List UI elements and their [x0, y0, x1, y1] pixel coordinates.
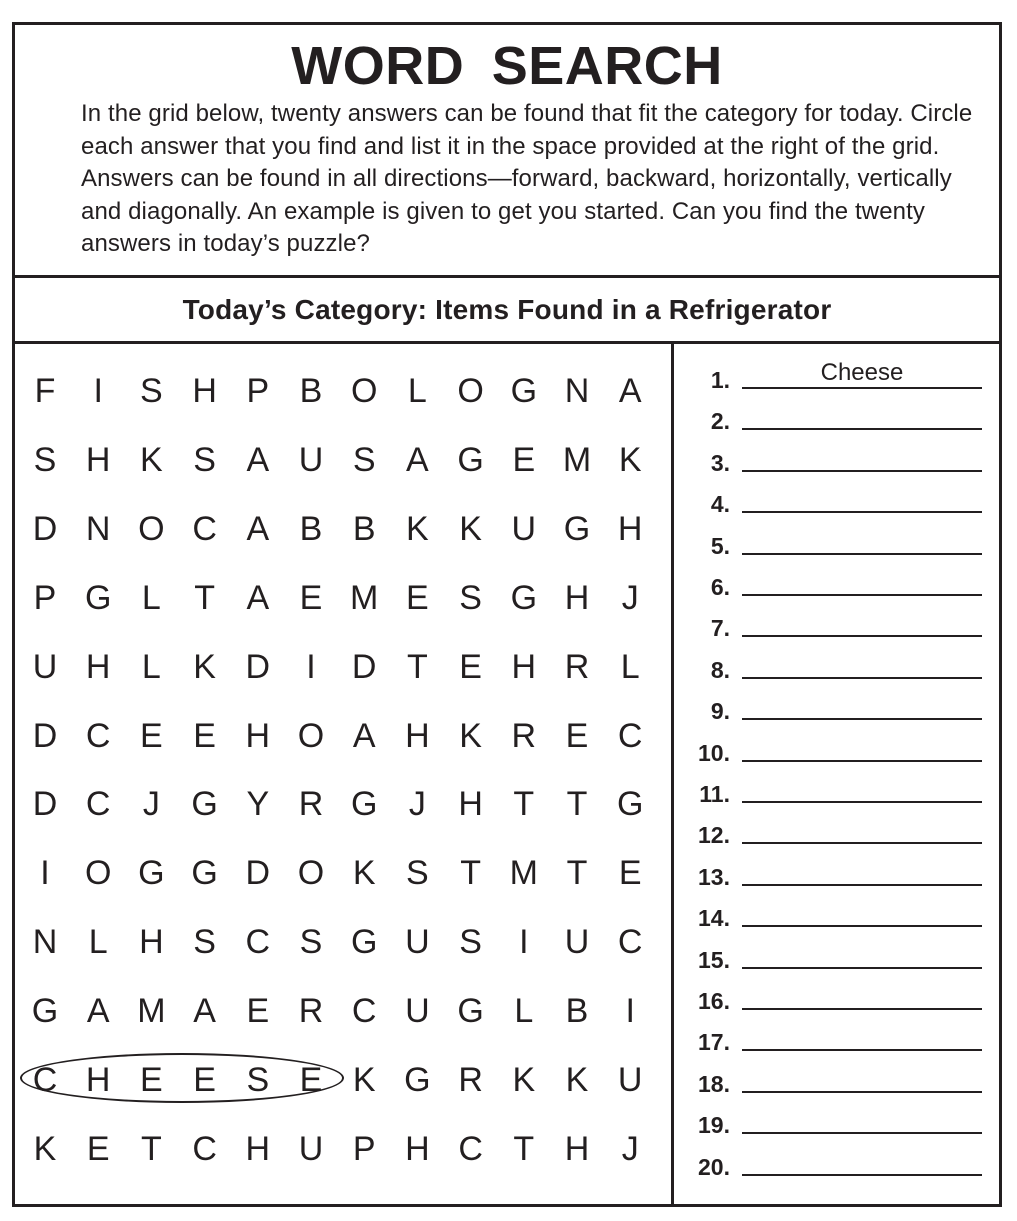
- grid-cell[interactable]: H: [564, 578, 590, 617]
- grid-cell[interactable]: E: [406, 578, 429, 617]
- answer-field[interactable]: [742, 775, 982, 803]
- answer-row: [690, 1102, 982, 1138]
- grid-cell[interactable]: I: [625, 992, 635, 1031]
- grid-cell[interactable]: H: [564, 1129, 590, 1168]
- puzzle-header: [15, 25, 999, 278]
- grid-cell[interactable]: H: [617, 509, 643, 548]
- answer-number: 10.: [698, 739, 730, 766]
- grid-cell[interactable]: U: [405, 992, 430, 1031]
- grid-cell[interactable]: E: [193, 716, 216, 755]
- grid-cell[interactable]: N: [85, 509, 111, 548]
- grid-cell[interactable]: M: [509, 854, 538, 893]
- grid-cell[interactable]: B: [299, 372, 323, 410]
- grid-cell[interactable]: U: [564, 923, 590, 962]
- grid-cell[interactable]: G: [457, 992, 484, 1031]
- grid-cell[interactable]: E: [193, 1061, 216, 1099]
- grid-cell[interactable]: T: [141, 1129, 162, 1168]
- answer-number: 8.: [710, 656, 730, 683]
- grid-cell[interactable]: T: [566, 854, 588, 893]
- answer-field[interactable]: [742, 1106, 982, 1134]
- answer-field[interactable]: [742, 1023, 982, 1051]
- grid-cell[interactable]: B: [352, 509, 376, 548]
- category-label: Today’s Category: Items Found in a Refrigerator: [182, 293, 832, 325]
- answer-row: [690, 1019, 982, 1055]
- grid-cell[interactable]: S: [246, 1061, 270, 1099]
- grid-cell[interactable]: T: [513, 785, 535, 824]
- answer-row: [690, 812, 982, 848]
- grid-cell[interactable]: E: [86, 1129, 110, 1168]
- grid-cell[interactable]: T: [194, 578, 215, 617]
- grid-cell[interactable]: H: [245, 716, 271, 755]
- answer-row: [690, 523, 982, 559]
- grid-cell[interactable]: K: [512, 1061, 536, 1099]
- grid-cell[interactable]: R: [511, 716, 537, 755]
- grid-cell[interactable]: S: [459, 578, 482, 617]
- grid-cell[interactable]: K: [140, 440, 163, 479]
- grid-cell[interactable]: C: [85, 716, 111, 755]
- answer-row: [690, 440, 982, 476]
- grid-cell[interactable]: D: [32, 716, 58, 755]
- grid-cell[interactable]: C: [351, 992, 377, 1031]
- grid-cell[interactable]: K: [352, 1061, 376, 1099]
- grid-cell[interactable]: J: [621, 578, 639, 617]
- grid-cell[interactable]: S: [193, 440, 216, 479]
- grid-cell[interactable]: G: [510, 372, 538, 410]
- answer-number: 11.: [699, 781, 730, 807]
- grid-cell[interactable]: S: [299, 923, 323, 962]
- answer-field[interactable]: [742, 402, 982, 430]
- grid-cell[interactable]: D: [32, 509, 58, 548]
- answer-number: 5.: [710, 532, 730, 559]
- answer-field[interactable]: [742, 651, 982, 679]
- answer-field[interactable]: [742, 1065, 982, 1093]
- answer-row: [690, 895, 982, 931]
- grid-cell[interactable]: K: [193, 647, 216, 686]
- grid-cell[interactable]: I: [306, 647, 316, 686]
- grid-cell[interactable]: O: [84, 854, 112, 893]
- grid-cell[interactable]: O: [350, 372, 378, 410]
- answer-row: [690, 1144, 982, 1180]
- grid-cell[interactable]: B: [565, 992, 589, 1031]
- answer-number: 3.: [710, 449, 730, 476]
- answer-row: [690, 647, 982, 683]
- answer-field[interactable]: [742, 816, 982, 844]
- puzzle-instructions: In the grid below, twenty answers can be found that fit the category for today. Circle each answer that you find and list it in the space provided at the right of the grid. Answers can be found in all directions—forward, backward, horizontally, vertically and diagonally. An example is given to get you started. Can you find the twenty answers in today’s puzzle?: [81, 100, 973, 257]
- answer-number: 13.: [698, 863, 730, 890]
- grid-cell[interactable]: L: [620, 647, 640, 686]
- grid-cell[interactable]: R: [298, 992, 324, 1031]
- grid-cell[interactable]: C: [32, 1061, 58, 1099]
- answer-field[interactable]: [742, 734, 982, 762]
- answer-field[interactable]: [742, 899, 982, 927]
- grid-cell[interactable]: U: [32, 647, 58, 686]
- grid-cell[interactable]: L: [141, 578, 161, 617]
- answer-field[interactable]: [742, 568, 982, 596]
- answer-number: 1.: [710, 367, 730, 393]
- grid-cell[interactable]: S: [352, 440, 376, 479]
- grid-cell[interactable]: U: [511, 509, 537, 548]
- grid-cell[interactable]: G: [457, 440, 484, 479]
- grid-cell[interactable]: R: [564, 647, 590, 686]
- grid-cell[interactable]: C: [192, 509, 217, 548]
- grid-cell[interactable]: R: [458, 1061, 483, 1099]
- grid-cell[interactable]: J: [408, 785, 426, 824]
- answer-number: 14.: [698, 905, 730, 932]
- grid-cell[interactable]: O: [457, 372, 484, 410]
- grid-cell[interactable]: K: [406, 509, 429, 548]
- grid-cell[interactable]: E: [459, 647, 482, 686]
- grid-cell[interactable]: L: [407, 372, 427, 410]
- grid-cell[interactable]: H: [458, 785, 483, 824]
- grid-cell[interactable]: O: [138, 509, 165, 548]
- grid-cell[interactable]: G: [350, 785, 378, 824]
- grid-cell[interactable]: T: [460, 854, 481, 893]
- grid-cell[interactable]: S: [406, 854, 429, 893]
- answer-row: [690, 605, 982, 641]
- grid-cell[interactable]: S: [459, 923, 482, 962]
- grid-cell[interactable]: H: [511, 647, 537, 686]
- grid-cell[interactable]: J: [142, 785, 160, 824]
- grid-cell[interactable]: O: [297, 854, 325, 893]
- grid-cell[interactable]: M: [137, 992, 166, 1031]
- grid-cell[interactable]: H: [405, 1129, 430, 1168]
- grid-cell[interactable]: H: [245, 1129, 271, 1168]
- answer-row: [690, 730, 982, 766]
- grid-cell[interactable]: D: [32, 785, 58, 824]
- grid-cell[interactable]: K: [618, 440, 642, 479]
- answer-number: 16.: [698, 988, 730, 1014]
- grid-cell[interactable]: H: [85, 440, 111, 479]
- answer-number: 2.: [710, 408, 730, 435]
- grid-answers-divider: [671, 344, 674, 1204]
- answer-row: [690, 854, 982, 890]
- answer-number: 7.: [710, 615, 730, 642]
- grid-cell[interactable]: E: [565, 716, 589, 755]
- grid-cell[interactable]: C: [458, 1129, 483, 1168]
- grid-cell[interactable]: U: [405, 923, 430, 962]
- answer-field[interactable]: [742, 609, 982, 637]
- grid-cell[interactable]: L: [514, 992, 534, 1031]
- grid-cell[interactable]: D: [245, 647, 271, 686]
- answer-row: [690, 937, 982, 973]
- grid-cell[interactable]: A: [618, 372, 642, 410]
- grid-cell[interactable]: G: [563, 509, 591, 548]
- grid-cell[interactable]: M: [562, 440, 592, 479]
- grid-cell[interactable]: U: [617, 1061, 643, 1099]
- grid-cell[interactable]: H: [192, 372, 217, 410]
- grid-cell[interactable]: G: [191, 854, 218, 893]
- grid-cell[interactable]: J: [621, 1129, 639, 1168]
- answer-number: 18.: [698, 1070, 730, 1097]
- grid-cell[interactable]: D: [351, 647, 377, 686]
- grid-cell[interactable]: H: [139, 923, 164, 962]
- grid-cell[interactable]: P: [33, 578, 57, 617]
- grid-cell[interactable]: A: [86, 992, 110, 1031]
- answer-field[interactable]: [742, 527, 982, 555]
- grid-cell[interactable]: M: [350, 578, 379, 617]
- grid-cell[interactable]: K: [33, 1129, 57, 1168]
- grid-cell[interactable]: K: [352, 854, 376, 893]
- answer-row: [690, 357, 982, 393]
- answer-number: 9.: [710, 698, 730, 725]
- grid-cell[interactable]: K: [459, 716, 482, 755]
- answer-number: 15.: [698, 946, 730, 973]
- grid-cell[interactable]: O: [297, 716, 325, 755]
- answer-field[interactable]: [742, 485, 982, 513]
- grid-cell[interactable]: H: [405, 716, 430, 755]
- grid-cell[interactable]: K: [565, 1061, 589, 1099]
- answer-number: 4.: [710, 491, 730, 518]
- answer-field[interactable]: [742, 361, 982, 389]
- category-banner: [15, 278, 999, 344]
- answer-field[interactable]: [742, 444, 982, 472]
- grid-cell[interactable]: C: [617, 716, 643, 755]
- answer-number: 19.: [698, 1112, 730, 1139]
- grid-cell[interactable]: G: [350, 923, 378, 962]
- answer-row: [690, 481, 982, 517]
- grid-cell[interactable]: A: [246, 509, 270, 548]
- grid-cell[interactable]: E: [140, 1061, 163, 1099]
- grid-cell[interactable]: E: [512, 440, 536, 479]
- grid-cell[interactable]: G: [191, 785, 218, 824]
- grid-cell[interactable]: I: [93, 372, 103, 410]
- grid-cell[interactable]: S: [140, 372, 163, 410]
- grid-cell[interactable]: A: [246, 440, 270, 479]
- grid-cell[interactable]: R: [298, 785, 324, 824]
- grid-cell[interactable]: K: [459, 509, 482, 548]
- grid-cell[interactable]: N: [564, 372, 590, 410]
- grid-cell[interactable]: Y: [246, 785, 270, 824]
- grid-cell[interactable]: E: [618, 854, 642, 893]
- grid-cell[interactable]: L: [88, 923, 108, 962]
- grid-cell[interactable]: D: [245, 854, 271, 893]
- grid-cell[interactable]: H: [85, 647, 111, 686]
- grid-cell[interactable]: G: [84, 578, 112, 617]
- grid-cell[interactable]: C: [245, 923, 271, 962]
- grid-cell[interactable]: T: [513, 1129, 535, 1168]
- answer-number: 17.: [698, 1029, 730, 1056]
- grid-cell[interactable]: E: [299, 1061, 323, 1099]
- grid-cell[interactable]: S: [193, 923, 216, 962]
- answer-field[interactable]: [742, 692, 982, 720]
- answer-number: 6.: [710, 574, 730, 600]
- grid-cell[interactable]: H: [85, 1061, 111, 1099]
- grid-cell[interactable]: E: [246, 992, 270, 1031]
- grid-cell[interactable]: T: [407, 647, 428, 686]
- grid-cell[interactable]: A: [246, 578, 270, 617]
- answer-row: [690, 688, 982, 724]
- grid-cell[interactable]: L: [141, 647, 161, 686]
- grid-cell[interactable]: G: [404, 1061, 431, 1099]
- grid-cell[interactable]: A: [352, 716, 376, 755]
- grid-cell[interactable]: I: [519, 923, 529, 962]
- grid-cell[interactable]: G: [138, 854, 165, 893]
- grid-cell[interactable]: G: [510, 578, 538, 617]
- grid-cell[interactable]: P: [352, 1129, 376, 1168]
- grid-cell[interactable]: C: [617, 923, 643, 962]
- grid-cell[interactable]: C: [192, 1129, 217, 1168]
- answer-field[interactable]: [742, 1148, 982, 1176]
- answer-field[interactable]: [742, 941, 982, 969]
- grid-cell[interactable]: I: [40, 854, 50, 893]
- answer-number: 20.: [698, 1153, 730, 1180]
- grid-cell[interactable]: N: [32, 923, 58, 962]
- grid-cell[interactable]: U: [298, 1129, 324, 1168]
- answer-number: 12.: [698, 822, 730, 849]
- answer-row: [690, 771, 982, 807]
- grid-cell[interactable]: A: [406, 440, 429, 479]
- grid-cell[interactable]: A: [193, 992, 216, 1031]
- answer-row: [690, 978, 982, 1014]
- answer-row: [690, 398, 982, 434]
- grid-cell[interactable]: T: [566, 785, 588, 824]
- grid-cell[interactable]: G: [31, 992, 59, 1031]
- grid-cell[interactable]: B: [299, 509, 323, 548]
- grid-cell[interactable]: P: [246, 372, 270, 410]
- puzzle-title: WORD SEARCH: [291, 36, 723, 96]
- grid-cell[interactable]: G: [616, 785, 644, 824]
- answer-field[interactable]: [742, 982, 982, 1010]
- grid-cell[interactable]: E: [299, 578, 323, 617]
- grid-cell[interactable]: U: [298, 440, 324, 479]
- answer-field[interactable]: [742, 858, 982, 886]
- answer-row: [690, 564, 982, 600]
- grid-cell[interactable]: C: [85, 785, 111, 824]
- grid-cell[interactable]: E: [140, 716, 163, 755]
- grid-cell[interactable]: F: [34, 372, 56, 410]
- grid-cell[interactable]: S: [33, 440, 57, 479]
- answer-row: [690, 1061, 982, 1097]
